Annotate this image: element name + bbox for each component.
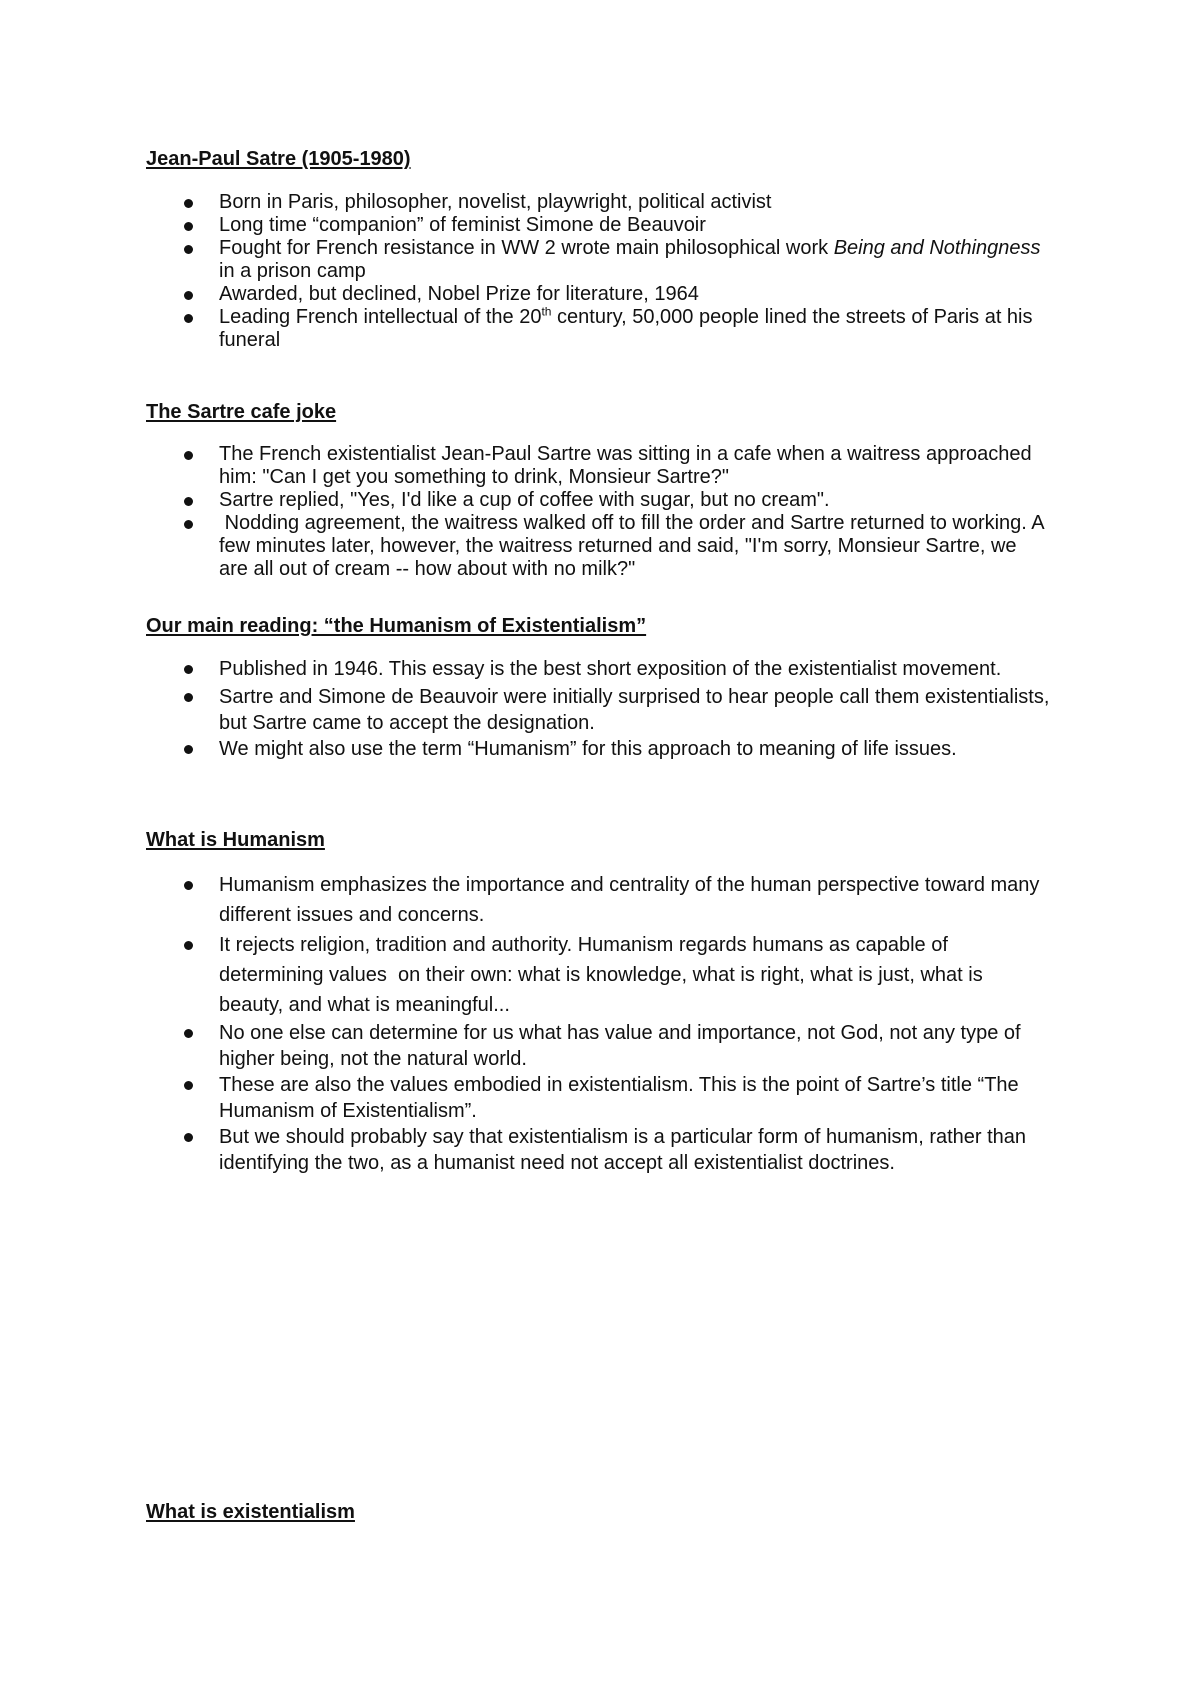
list-item-text: Sartre replied, "Yes, I'd like a cup of coffee with sugar, but no cream". xyxy=(219,489,830,511)
list-item-text: We might also use the term “Humanism” for this approach to meaning of life issues. xyxy=(219,738,957,760)
list-item-text: But we should probably say that existentialism is a particular form of humanism, rather than identifying the two, as a humanist need not accept all existentialist doctrines. xyxy=(219,1126,1027,1174)
list-item xyxy=(0,512,1200,581)
list-item-text-post: century, 50,000 people lined the streets of Paris at his funeral xyxy=(219,306,1033,351)
list-item-text: Long time “companion” of feminist Simone de Beauvoir xyxy=(219,214,706,236)
bullet-icon xyxy=(184,291,193,300)
bullet-list-main-reading xyxy=(0,654,1200,762)
list-item xyxy=(0,283,1200,306)
ordinal-suffix: th xyxy=(541,304,552,319)
list-item-text: Nodding agreement, the waitress walked off to fill the order and Sartre returned to working. A few minutes later, however, the waitress returned and said, "I'm sorry, Monsieur Sartre, we are all out of cream -- how about with no milk?" xyxy=(219,512,1050,580)
list-item-text: No one else can determine for us what has value and importance, not God, not any type of higher being, not the natural world. xyxy=(219,1022,1021,1070)
section-heading-main-reading: Our main reading: “the Humanism of Existentialism” xyxy=(146,615,647,637)
bullet-icon xyxy=(184,1133,193,1142)
list-item xyxy=(0,1124,1200,1176)
list-item-text: These are also the values embodied in existentialism. This is the point of Sartre’s title “The Humanism of Existentialism”. xyxy=(219,1074,1019,1122)
list-item-text: Awarded, but declined, Nobel Prize for literature, 1964 xyxy=(219,283,699,305)
bullet-icon xyxy=(184,881,193,890)
bullet-icon xyxy=(184,745,193,754)
bullet-icon xyxy=(184,693,193,702)
bullet-icon xyxy=(184,941,193,950)
list-item xyxy=(0,684,1200,736)
list-item xyxy=(0,237,1200,283)
book-title: Being and Nothingness xyxy=(833,237,1041,259)
list-item-text: It rejects religion, tradition and authority. Humanism regards humans as capable of determining values on their own: what is knowledge, what is right, what is just, what is beauty, and what is meaningful... xyxy=(219,934,989,1016)
bullet-icon xyxy=(184,314,193,323)
list-item-text: Born in Paris, philosopher, novelist, playwright, political activist xyxy=(219,191,772,213)
section-heading-humanism: What is Humanism xyxy=(146,829,325,851)
bullet-icon xyxy=(184,1029,193,1038)
list-item xyxy=(0,214,1200,237)
list-item xyxy=(0,489,1200,512)
list-item xyxy=(0,654,1200,684)
list-item xyxy=(0,306,1200,352)
bullet-icon xyxy=(184,665,193,674)
list-item-text: The French existentialist Jean-Paul Sartre was sitting in a cafe when a waitress approached him: "Can I get you something to drink, Monsieur Sartre?" xyxy=(219,443,1032,488)
bullet-list-humanism xyxy=(0,870,1200,1176)
list-item xyxy=(0,1072,1200,1124)
list-item xyxy=(0,191,1200,214)
list-item-text-pre: Leading French intellectual of the 20 xyxy=(219,306,542,328)
list-item xyxy=(0,443,1200,489)
bullet-icon xyxy=(184,520,193,529)
bullet-icon xyxy=(184,497,193,506)
list-item xyxy=(0,736,1200,762)
bullet-icon xyxy=(184,199,193,208)
list-item-text-pre: Fought for French resistance in WW 2 wrote main philosophical work xyxy=(219,237,834,259)
list-item-text: Published in 1946. This essay is the best short exposition of the existentialist movement. xyxy=(219,658,1002,680)
section-heading-sartre-bio: Jean-Paul Satre (1905-1980) xyxy=(146,148,411,170)
list-item-text: Humanism emphasizes the importance and centrality of the human perspective toward many different issues and concerns. xyxy=(219,874,1040,926)
list-item xyxy=(0,870,1200,930)
list-item xyxy=(0,1020,1200,1072)
bullet-icon xyxy=(184,222,193,231)
bullet-icon xyxy=(184,1081,193,1090)
list-item-text: Sartre and Simone de Beauvoir were initially surprised to hear people call them existentialists, but Sartre came to accept the designation. xyxy=(219,686,1050,734)
bullet-list-sartre-bio xyxy=(0,191,1200,352)
bullet-icon xyxy=(184,245,193,254)
list-item-text-post: in a prison camp xyxy=(219,260,366,282)
bullet-list-cafe-joke xyxy=(0,443,1200,581)
bullet-icon xyxy=(184,451,193,460)
section-heading-cafe-joke: The Sartre cafe joke xyxy=(146,401,337,423)
list-item xyxy=(0,930,1200,1020)
section-heading-existentialism: What is existentialism xyxy=(146,1501,355,1523)
